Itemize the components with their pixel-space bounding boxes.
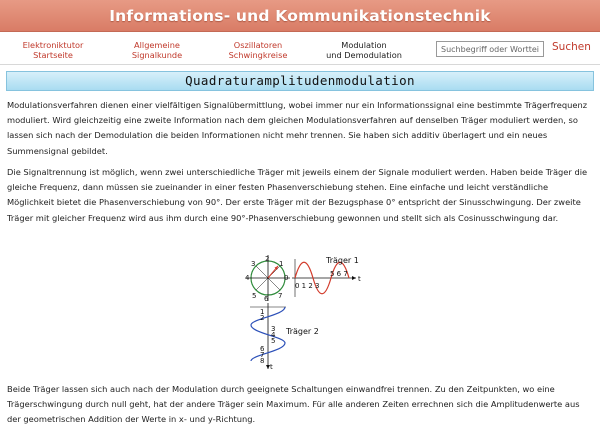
cosine-num-2: 2 [260,314,265,322]
circle-num-0: 0 [284,274,289,282]
quadrature-carrier-diagram [240,253,368,371]
cosine-axis-t: t [270,363,273,371]
sine-axis-nums: 0 1 2 3 [295,282,320,290]
circle-num-2: 2 [265,255,270,263]
carrier-1-label: Träger 1 [326,256,359,265]
sine-axis-nums-2: 5 6 7 [330,270,348,278]
circle-num-4: 4 [245,274,250,282]
nav-item-signalkunde-line2: Signalkunde [131,50,183,60]
nav-item-home-line2: Startseite [33,50,73,60]
nav-item-home[interactable] [18,40,88,60]
sine-axis-arrow [352,276,356,280]
paragraph-signal-separation: Die Signaltrennung ist möglich, wenn zwei unterschiedliche Träger mit jeweils einem der Signale moduliert werden. Haben beide Träger die gleiche Frequenz, dann müssen sie zueinander in einer festen Phasenverschiebung stehen. Eine einfache und leicht verständliche Möglichkeit bietet die Phasenverschiebung von 90°. Der erste Träger mit der Bezugsphase 0° entspricht der Sinusschwingung. Der zweite Träger mit gleicher Frequenz wird aus ihm durch eine 90°-Phasenverschiebung gewonnen und stellt sich als Cosinusschwingung dar. [7,167,588,223]
nav-item-modulation[interactable] [318,40,410,60]
circle-num-3: 3 [251,260,256,268]
nav-item-oszillatoren-line1: Oszillatoren [233,40,283,50]
quadrature-carrier-figure [240,253,368,371]
cosine-num-5: 5 [271,337,276,345]
cosine-num-3: 3 [271,325,276,333]
cosine-num-8: 8 [260,357,265,365]
cosine-num-7: 7 [260,351,265,359]
nav-item-oszillatoren[interactable] [218,40,298,60]
cosine-num-4: 4 [271,331,276,339]
nav-item-oszillatoren-line2: Schwingkreise [228,50,288,60]
nav-item-signalkunde-line1: Allgemeine [134,40,180,50]
circle-num-5: 5 [252,292,257,300]
nav-item-modulation-line2: und Demodulation [326,50,402,60]
cosine-num-6: 6 [260,345,265,353]
circle-num-1: 1 [279,260,284,268]
circle-num-7: 7 [278,292,283,300]
cosine-num-1: 1 [260,308,265,316]
nav-item-home-line1: Elektroniktutor [22,40,84,50]
circle-num-6: 6 [264,295,269,303]
site-banner: Informations- und Kommunikationstechnik [0,0,600,32]
paragraph-carrier-separation: Beide Träger lassen sich auch nach der Modulation durch geeignete Schaltungen einwandfrei trennen. Zu den Zeitpunkten, wo eine Trägerschwingung durch null geht, hat der andere Träger sein Maximum. Für alle anderen Zeiten errechnen sich die Amplitudenwerte aus der geometrischen Addition der Werte in x- und y-Richtung. [7,384,580,425]
top-navigation [0,33,600,65]
search-button[interactable]: Suchen [552,41,591,53]
search-input[interactable] [436,41,544,57]
nav-item-signalkunde[interactable] [118,40,196,60]
carrier-2-label: Träger 2 [286,327,319,336]
nav-item-modulation-line1: Modulation [341,40,387,50]
paragraph-intro: Modulationsverfahren dienen einer vielfältigen Signalübermittlung, wobei immer nur ein Informationssignal eine bestimmte Trägerfrequenz moduliert. Wird gleichzeitig eine zweite Information nach dem gleichen Modulationsverfahren auf denselben Träger moduliert werden, so lassen sich nach der Demodulation die beiden Informationen nicht mehr trennen. Sie haben sich additiv überlagert und ein neues Summensignal gebildet. [7,100,588,156]
sine-axis-t: t [358,275,361,283]
page-title: Quadraturamplitudenmodulation [6,71,594,91]
